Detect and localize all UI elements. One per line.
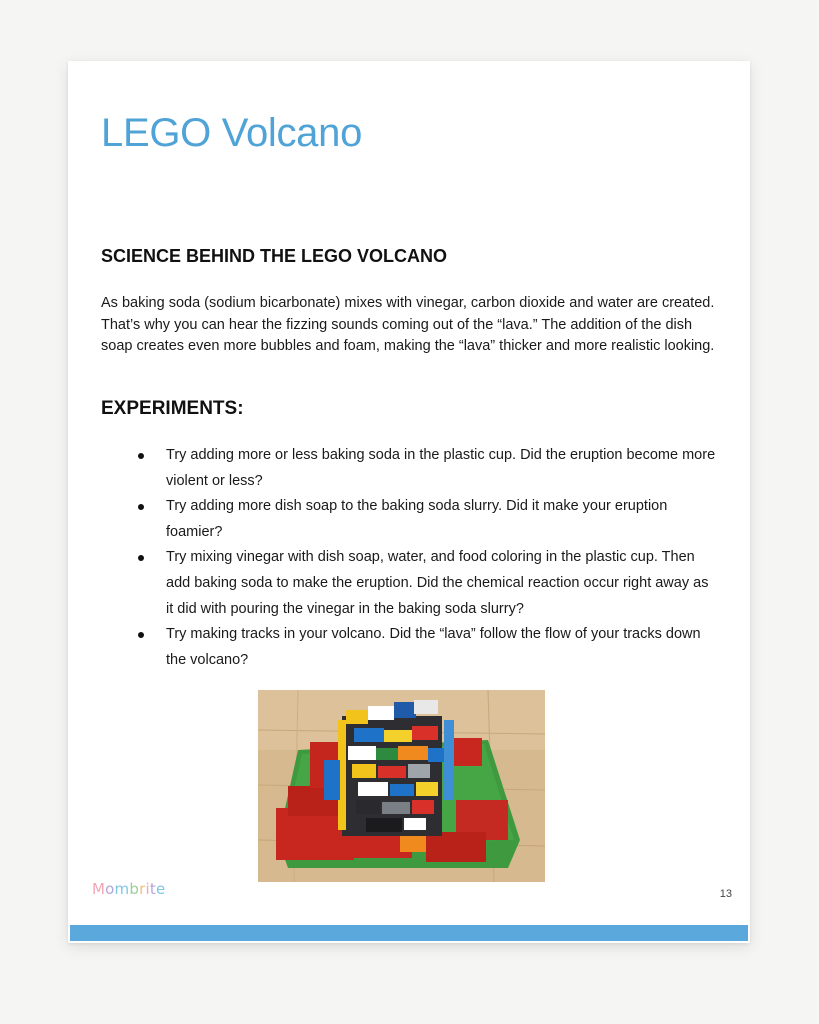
- list-item-text: Try making tracks in your volcano. Did the “lava” follow the flow of your tracks down the volcano?: [166, 626, 701, 668]
- bullet-icon: [138, 555, 144, 561]
- list-item: [138, 545, 718, 622]
- page-title: LEGO Volcano: [101, 111, 363, 155]
- bullet-icon: [138, 504, 144, 510]
- science-paragraph: As baking soda (sodium bicarbonate) mixes with vinegar, carbon dioxide and water are created. That’s why you can hear the fizzing sounds coming out of the “lava.” The addition of the dish soap creates even more bubbles and foam, making the “lava” thicker and more realistic looking.: [101, 295, 715, 354]
- footer-bar: [70, 925, 748, 941]
- list-item-text: Try adding more or less baking soda in the plastic cup. Did the eruption become more violent or less?: [166, 447, 716, 489]
- list-item: [138, 443, 718, 494]
- lego-volcano-photo: [258, 690, 545, 882]
- list-item-text: Try mixing vinegar with dish soap, water, and food coloring in the plastic cup. Then add baking soda to make the eruption. Did the chemical reaction occur right away as it did with pouring the vinegar in the baking soda slurry?: [166, 549, 709, 617]
- bullet-icon: [138, 632, 144, 638]
- list-item-text: Try adding more dish soap to the baking soda slurry. Did it make your eruption foamier?: [166, 498, 668, 540]
- list-item: [138, 622, 718, 673]
- bullet-icon: [138, 453, 144, 459]
- brand-logo: Mombrite: [92, 880, 166, 898]
- section-heading-science: SCIENCE BEHIND THE LEGO VOLCANO: [101, 246, 448, 266]
- section-heading-experiments: EXPERIMENTS:: [101, 398, 244, 419]
- list-item: [138, 494, 718, 545]
- document-page: [68, 61, 750, 943]
- page-number: 13: [719, 888, 732, 900]
- experiments-list: [138, 443, 718, 673]
